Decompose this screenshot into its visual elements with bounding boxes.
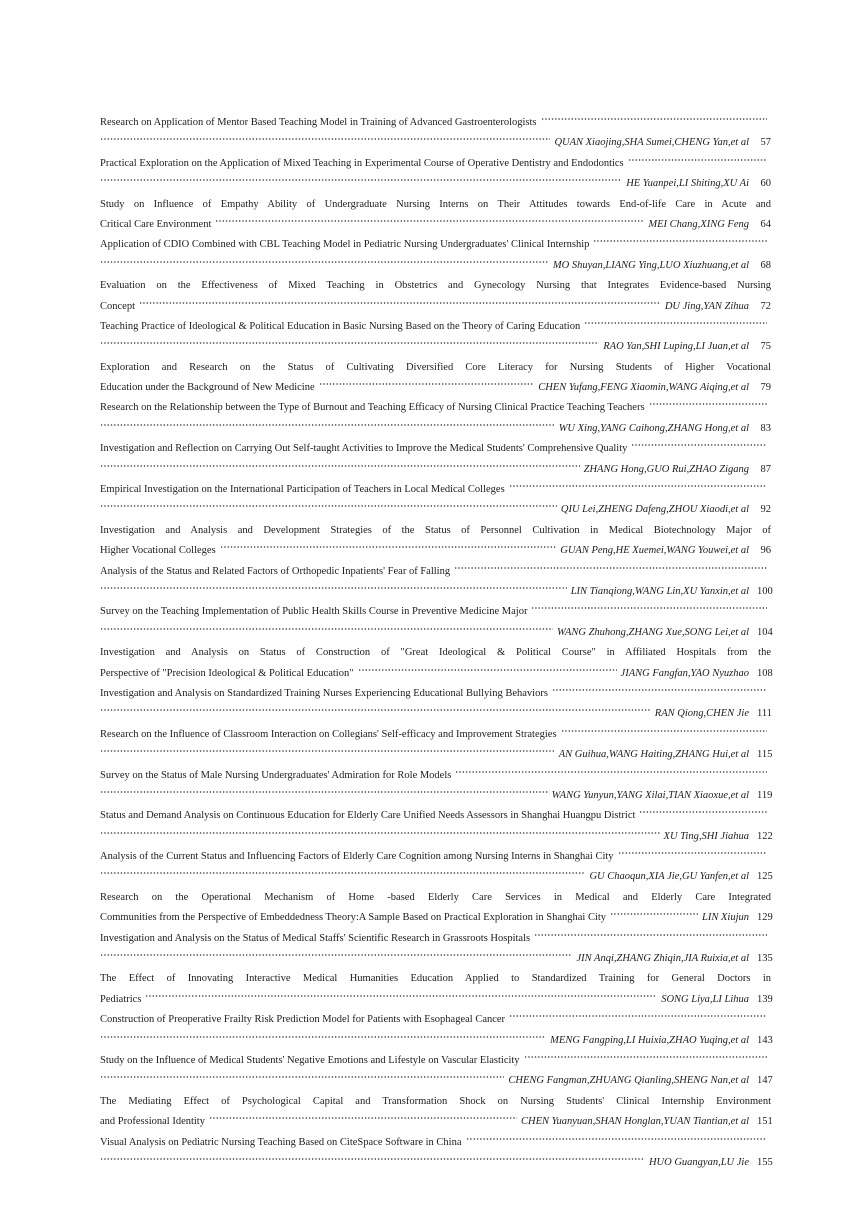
toc-entry: [100, 602, 771, 643]
page-number: 135: [757, 953, 773, 965]
leader-dots: [466, 1136, 767, 1142]
page-number: 147: [757, 1075, 773, 1087]
leader-dots: [509, 483, 767, 489]
page-number: 64: [760, 218, 771, 230]
toc-author-line: [100, 867, 771, 887]
page-number: 79: [760, 382, 771, 394]
leader-dots: [100, 463, 580, 469]
article-authors: CHEN Yuanyuan,SHAN Honglan,YUAN Tiantian,et al: [520, 1116, 749, 1128]
toc-author-line: [100, 174, 771, 194]
page-number: 108: [757, 667, 773, 679]
leader-dots: [552, 687, 767, 693]
toc-title-line: [100, 297, 771, 317]
article-authors: LIN Tianqiong,WANG Lin,XU Yanxin,et al: [570, 585, 749, 597]
leader-dots: [100, 136, 550, 142]
leader-dots: [100, 626, 553, 632]
page-number: 87: [760, 463, 771, 475]
article-authors: XU Ting,SHI Jiahua: [663, 830, 749, 842]
article-authors: GU Chaoqun,XIA Jie,GU Yanfen,et al: [589, 871, 749, 883]
article-title-continued: Communities from the Perspective of Embeddedness Theory:A Sample Based on Practical Exploration in Shanghai City: [100, 912, 607, 924]
article-title: Research on the Operational Mechanism of Home -based Elderly Care Services in Medical and Elderly Care Integrated: [100, 891, 771, 903]
toc-author-line: [100, 745, 771, 765]
leader-dots: [100, 748, 555, 754]
toc-entry: [100, 235, 771, 276]
leader-dots: [358, 667, 617, 673]
article-title: Application of CDIO Combined with CBL Teaching Model in Pediatric Nursing Undergraduates' Clinical Internship: [100, 239, 590, 251]
leader-dots: [139, 300, 661, 306]
toc-author-line: [100, 133, 771, 153]
toc-title-line: [100, 766, 771, 786]
leader-dots: [100, 707, 651, 713]
leader-dots: [100, 422, 555, 428]
leader-dots: [561, 728, 767, 734]
toc-entry: [100, 562, 771, 603]
toc-author-line: [100, 256, 771, 276]
article-title: Analysis of the Status and Related Factors of Orthopedic Inpatients' Fear of Falling: [100, 565, 451, 577]
toc-author-line: [100, 1071, 771, 1091]
leader-dots: [100, 952, 572, 958]
article-title: The Mediating Effect of Psychological Capital and Transformation Shock on Nursing Students' Clinical Internship Environment: [100, 1095, 771, 1107]
toc-entry: [100, 643, 771, 684]
page-number: 119: [757, 789, 773, 801]
article-authors: MENG Fangping,LI Huixia,ZHAO Yuqing,et al: [550, 1034, 749, 1046]
article-authors: GUAN Peng,HE Xuemei,WANG Youwei,et al: [560, 545, 749, 557]
leader-dots: [100, 585, 567, 591]
article-authors: HUO Guangyan,LU Jie: [648, 1156, 749, 1168]
leader-dots: [593, 238, 767, 244]
article-title: Study on Influence of Empathy Ability of Undergraduate Nursing Interns on Their Attitudes towards End-of-life Care in Acute and: [100, 198, 771, 210]
toc-entry: [100, 276, 771, 317]
article-authors: DU Jing,YAN Zihua: [664, 300, 749, 312]
leader-dots: [628, 157, 767, 163]
leader-dots: [319, 381, 535, 387]
leader-dots: [100, 503, 557, 509]
article-title: Research on the Influence of Classroom Interaction on Collegians' Self-efficacy and Improvement Strategies: [100, 728, 557, 740]
toc-entry: [100, 806, 771, 847]
page-number: 125: [757, 871, 773, 883]
toc-title-line: [100, 480, 771, 500]
article-authors: MO Shuyan,LIANG Ying,LUO Xiuzhuang,et al: [552, 259, 749, 271]
article-authors: CHENG Fangman,ZHUANG Qianling,SHENG Nan,et al: [508, 1075, 749, 1087]
article-authors: QIU Lei,ZHENG Dafeng,ZHOU Xiaodi,et al: [560, 504, 749, 516]
toc-entry: [100, 888, 771, 929]
article-authors: RAO Yan,SHI Luping,LI Juan,et al: [603, 341, 749, 353]
toc-author-line: [100, 623, 771, 643]
toc-author-line: [100, 1031, 771, 1051]
article-title: The Effect of Innovating Interactive Medical Humanities Education Applied to Standardized Training for General Doctors in: [100, 973, 771, 985]
table-of-contents: [100, 113, 771, 1173]
toc-entry: [100, 1010, 771, 1051]
leader-dots: [649, 401, 767, 407]
article-title-continued: Education under the Background of New Medicine: [100, 382, 315, 394]
toc-title-line: [100, 215, 771, 235]
toc-entry: [100, 195, 771, 236]
page-number: 104: [757, 626, 773, 638]
article-title: Study on the Influence of Medical Students' Negative Emotions and Lifestyle on Vascular Elasticity: [100, 1054, 520, 1066]
article-title: Exploration and Research on the Status of Cultivating Diversified Core Literacy for Nursing Students of Higher Vocational: [100, 361, 771, 373]
toc-title-line: [100, 1051, 771, 1071]
toc-title-line: [100, 806, 771, 826]
page-number: 75: [760, 341, 771, 353]
toc-author-line: [100, 337, 771, 357]
article-title: Survey on the Status of Male Nursing Undergraduates' Admiration for Role Models: [100, 769, 452, 781]
article-title-continued: Critical Care Environment: [100, 218, 212, 230]
toc-entry: [100, 766, 771, 807]
page-number: 139: [757, 993, 773, 1005]
article-title: Status and Demand Analysis on Continuous Education for Elderly Care Unified Needs Assessors in Shanghai Huangpu District: [100, 810, 636, 822]
toc-author-line: [100, 582, 771, 602]
toc-title-line: [100, 317, 771, 337]
article-authors: MEI Chang,XING Feng: [648, 218, 749, 230]
toc-title-line: [100, 1133, 771, 1153]
toc-title-line: [100, 847, 771, 867]
leader-dots: [220, 544, 557, 550]
toc-entry: [100, 154, 771, 195]
page-number: 151: [757, 1116, 773, 1128]
toc-title-line: [100, 725, 771, 745]
toc-title-line: [100, 562, 771, 582]
page-number: 96: [760, 545, 771, 557]
page-number: 68: [760, 259, 771, 271]
leader-dots: [618, 850, 767, 856]
toc-title-line: [100, 541, 771, 561]
toc-author-line: [100, 786, 771, 806]
leader-dots: [631, 442, 767, 448]
article-title: Analysis of the Current Status and Influencing Factors of Elderly Care Cognition among Nursing Interns in Shanghai City: [100, 851, 614, 863]
toc-entry: [100, 684, 771, 725]
leader-dots: [455, 769, 767, 775]
page-number: 57: [760, 137, 771, 149]
leader-dots: [584, 320, 767, 326]
toc-author-line: [100, 1153, 771, 1173]
article-title-continued: and Professional Identity: [100, 1116, 205, 1128]
page-number: 143: [757, 1034, 773, 1046]
leader-dots: [639, 809, 767, 815]
toc-entry: [100, 358, 771, 399]
page-number: 122: [757, 830, 773, 842]
leader-dots: [215, 218, 644, 224]
article-title: Investigation and Reflection on Carrying Out Self-taught Activities to Improve the Medical Students' Comprehensive Quality: [100, 443, 628, 455]
article-title: Research on Application of Mentor Based Teaching Model in Training of Advanced Gastroenterologists: [100, 117, 537, 128]
leader-dots: [145, 993, 657, 999]
article-authors: SONG Liya,LI Lihua: [661, 993, 749, 1005]
toc-entry: [100, 521, 771, 562]
article-title: Practical Exploration on the Application of Mixed Teaching in Experimental Course of Operative Dentistry and Endodontics: [100, 157, 624, 169]
toc-title-line: [100, 990, 771, 1010]
leader-dots: [209, 1115, 517, 1121]
toc-author-line: [100, 460, 771, 480]
article-authors: WANG Yunyun,YANG Xilai,TIAN Xiaoxue,et al: [551, 789, 749, 801]
toc-entry: [100, 398, 771, 439]
article-title: Investigation and Analysis on the Status of Medical Staffs' Scientific Research in Grassroots Hospitals: [100, 932, 531, 944]
toc-entry: [100, 1133, 771, 1174]
article-title: Visual Analysis on Pediatric Nursing Teaching Based on CiteSpace Software in China: [100, 1136, 462, 1148]
page-number: 72: [760, 300, 771, 312]
leader-dots: [100, 870, 585, 876]
article-authors: JIN Anqi,ZHANG Zhiqin,JIA Ruixia,et al: [576, 953, 749, 965]
leader-dots: [541, 116, 768, 122]
toc-title-line: [100, 664, 771, 684]
article-title-continued: Higher Vocational Colleges: [100, 545, 216, 557]
toc-entry: [100, 1092, 771, 1133]
leader-dots: [534, 932, 767, 938]
toc-title-line: [100, 113, 771, 133]
article-authors: RAN Qiong,CHEN Jie: [654, 708, 749, 720]
article-authors: ZHANG Hong,GUO Rui,ZHAO Zigang: [583, 463, 749, 475]
article-authors: JIANG Fangfan,YAO Nyuzhao: [620, 667, 749, 679]
leader-dots: [100, 1074, 504, 1080]
article-title-continued: Perspective of "Precision Ideological & Political Education": [100, 667, 354, 679]
page-number: 155: [757, 1156, 773, 1168]
article-title: Investigation and Analysis on Standardized Training Nurses Experiencing Educational Bullying Behaviors: [100, 687, 548, 699]
leader-dots: [524, 1054, 767, 1060]
toc-author-line: [100, 949, 771, 969]
leader-dots: [100, 1034, 546, 1040]
article-authors: HE Yuanpei,LI Shiting,XU Ai: [626, 178, 749, 190]
toc-entry: [100, 317, 771, 358]
leader-dots: [100, 1156, 645, 1162]
page-number: 129: [757, 912, 773, 924]
toc-title-line: [100, 398, 771, 418]
article-authors: AN Guihua,WANG Haiting,ZHANG Hui,et al: [558, 749, 749, 761]
article-authors: CHEN Yufang,FENG Xiaomin,WANG Aiqing,et al: [538, 382, 749, 394]
toc-title-line: [100, 684, 771, 704]
toc-entry: [100, 725, 771, 766]
toc-entry: [100, 1051, 771, 1092]
toc-title-line: [100, 602, 771, 622]
article-title: Investigation and Analysis on Status of Construction of "Great Ideological & Political Course" in Affiliated Hospitals from the: [100, 647, 771, 659]
article-authors: LIN Xiujun: [702, 912, 749, 924]
toc-entry: [100, 480, 771, 521]
toc-title-line: [100, 929, 771, 949]
toc-title-line: [100, 908, 771, 928]
leader-dots: [509, 1013, 767, 1019]
leader-dots: [100, 177, 622, 183]
article-authors: QUAN Xiaojing,SHA Sumei,CHENG Yan,et al: [554, 137, 749, 149]
toc-author-line: [100, 704, 771, 724]
page-number: 92: [760, 504, 771, 516]
article-title: Construction of Preoperative Frailty Risk Prediction Model for Patients with Esophageal Cancer: [100, 1014, 506, 1026]
article-title: Empirical Investigation on the International Participation of Teachers in Local Medical Colleges: [100, 484, 505, 496]
toc-entry: [100, 439, 771, 480]
toc-title-line: [100, 439, 771, 459]
article-title: Investigation and Analysis and Development Strategies of the Status of Personnel Cultivation in Medical Biotechnology Major of: [100, 524, 771, 536]
page-number: 115: [757, 749, 773, 761]
page-number: 60: [760, 178, 771, 190]
page-number: 83: [760, 422, 771, 434]
toc-author-line: [100, 827, 771, 847]
toc-author-line: [100, 500, 771, 520]
toc-author-line: [100, 419, 771, 439]
article-title: Evaluation on the Effectiveness of Mixed Teaching in Obstetrics and Gynecology Nursing that Integrates Evidence-based Nursing: [100, 280, 771, 292]
toc-entry: [100, 969, 771, 1010]
leader-dots: [100, 789, 548, 795]
article-title: Teaching Practice of Ideological & Political Education in Basic Nursing Based on the Theory of Caring Education: [100, 320, 581, 332]
leader-dots: [100, 259, 549, 265]
toc-title-line: [100, 235, 771, 255]
toc-title-line: [100, 1112, 771, 1132]
article-title-continued: Concept: [100, 300, 135, 312]
toc-title-line: [100, 154, 771, 174]
article-authors: WANG Zhuhong,ZHANG Xue,SONG Lei,et al: [556, 626, 749, 638]
page-number: 111: [757, 708, 772, 720]
leader-dots: [531, 605, 767, 611]
leader-dots: [100, 830, 660, 836]
toc-entry: [100, 929, 771, 970]
article-title: Survey on the Teaching Implementation of Public Health Skills Course in Preventive Medicine Major: [100, 606, 528, 618]
article-title-continued: Pediatrics: [100, 993, 142, 1005]
toc-title-line: [100, 1010, 771, 1030]
article-authors: WU Xing,YANG Caihong,ZHANG Hong,et al: [558, 422, 749, 434]
leader-dots: [100, 340, 599, 346]
leader-dots: [454, 565, 767, 571]
toc-entry: [100, 113, 771, 154]
leader-dots: [610, 911, 698, 917]
toc-entry: [100, 847, 771, 888]
article-title: Research on the Relationship between the Type of Burnout and Teaching Efficacy of Nursing Clinical Practice Teaching Teachers: [100, 402, 645, 414]
page-number: 100: [757, 585, 773, 597]
toc-title-line: [100, 378, 771, 398]
